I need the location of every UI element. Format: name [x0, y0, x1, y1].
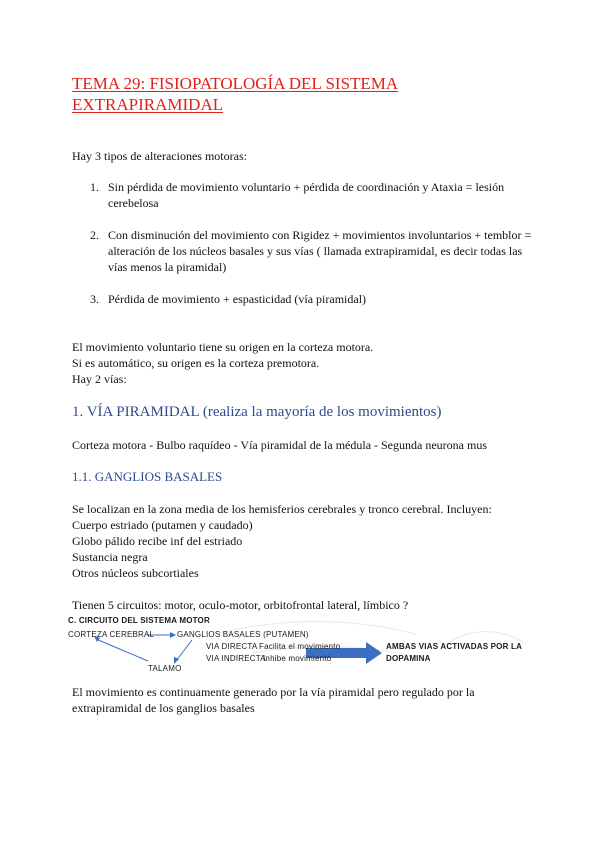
diagram-title: C. CIRCUITO DEL SISTEMA MOTOR [68, 616, 210, 625]
paragraph-line: extrapiramidal de los ganglios basales [72, 701, 255, 715]
label-via-indirecta: VIA INDIRECTA [206, 654, 266, 663]
label-dopamina: DOPAMINA [386, 654, 431, 663]
paragraph-line: Hay 2 vías: [72, 372, 127, 386]
paragraph-line: Otros núcleos subcortiales [72, 566, 199, 580]
arrow-ganglios-talamo [176, 640, 192, 661]
list-item-number: 3. [90, 292, 99, 306]
subsection-heading-ganglios: 1.1. GANGLIOS BASALES [72, 469, 223, 484]
circuits-text: Tienen 5 circuitos: motor, oculo-motor, orbitofrontal lateral, límbico ? [72, 598, 409, 612]
paragraph-line: Se localizan en la zona media de los hemisferios cerebrales y tronco cerebral. Incluyen: [72, 502, 492, 516]
arrow-talamo-corteza [96, 639, 148, 661]
list-item-number: 2. [90, 228, 99, 242]
list-item-number: 1. [90, 180, 99, 194]
paragraph-line: Cuerpo estriado (putamen y caudado) [72, 518, 253, 532]
list-item: Sin pérdida de movimiento voluntario + pérdida de coordinación y Ataxia = lesión cerebelosa [108, 180, 505, 210]
label-corteza-cerebral: CORTEZA CEREBRAL [68, 630, 155, 639]
label-via-directa: VIA DIRECTA [206, 642, 258, 651]
label-ambas-vias: AMBAS VIAS ACTIVADAS POR LA [386, 642, 523, 651]
paragraph-line: El movimiento es continuamente generado por la vía piramidal pero regulado por la [72, 685, 475, 699]
page-title-line2: EXTRAPIRAMIDAL [72, 95, 224, 114]
label-inhibe: Inhibe movimiento [263, 654, 332, 663]
paragraph-line: Globo pálido recibe inf del estriado [72, 534, 243, 548]
list-item: Con disminución del movimiento con Rigidez + movimientos involuntarios + temblor = alteración de los núcleos basales y sus vías ( llamada extrapiramidal, es decir todas las vías menos la piramidal) [108, 228, 532, 274]
motor-circuit-diagram [66, 614, 536, 676]
paragraph-line: El movimiento voluntario tiene su origen en la corteza motora. [72, 340, 374, 354]
paragraph-line: Si es automático, su origen es la corteza premotora. [72, 356, 320, 370]
paragraph-line: Sustancia negra [72, 550, 148, 564]
label-facilita: Facilita el movimiento [259, 642, 341, 651]
page-title-line1: TEMA 29: FISIOPATOLOGÍA DEL SISTEMA [72, 74, 399, 93]
arrow-head [170, 632, 176, 638]
pathway-text: Corteza motora - Bulbo raquídeo - Vía piramidal de la médula - Segunda neurona mus [72, 438, 487, 452]
intro-text: Hay 3 tipos de alteraciones motoras: [72, 149, 247, 163]
section-heading-via-piramidal: 1. VÍA PIRAMIDAL (realiza la mayoría de los movimientos) [72, 404, 442, 420]
label-ganglios-basales: GANGLIOS BASALES (PUTAMEN) [177, 630, 309, 639]
list-item: Pérdida de movimiento + espasticidad (vía piramidal) [108, 292, 367, 306]
label-talamo: TALAMO [148, 664, 182, 673]
